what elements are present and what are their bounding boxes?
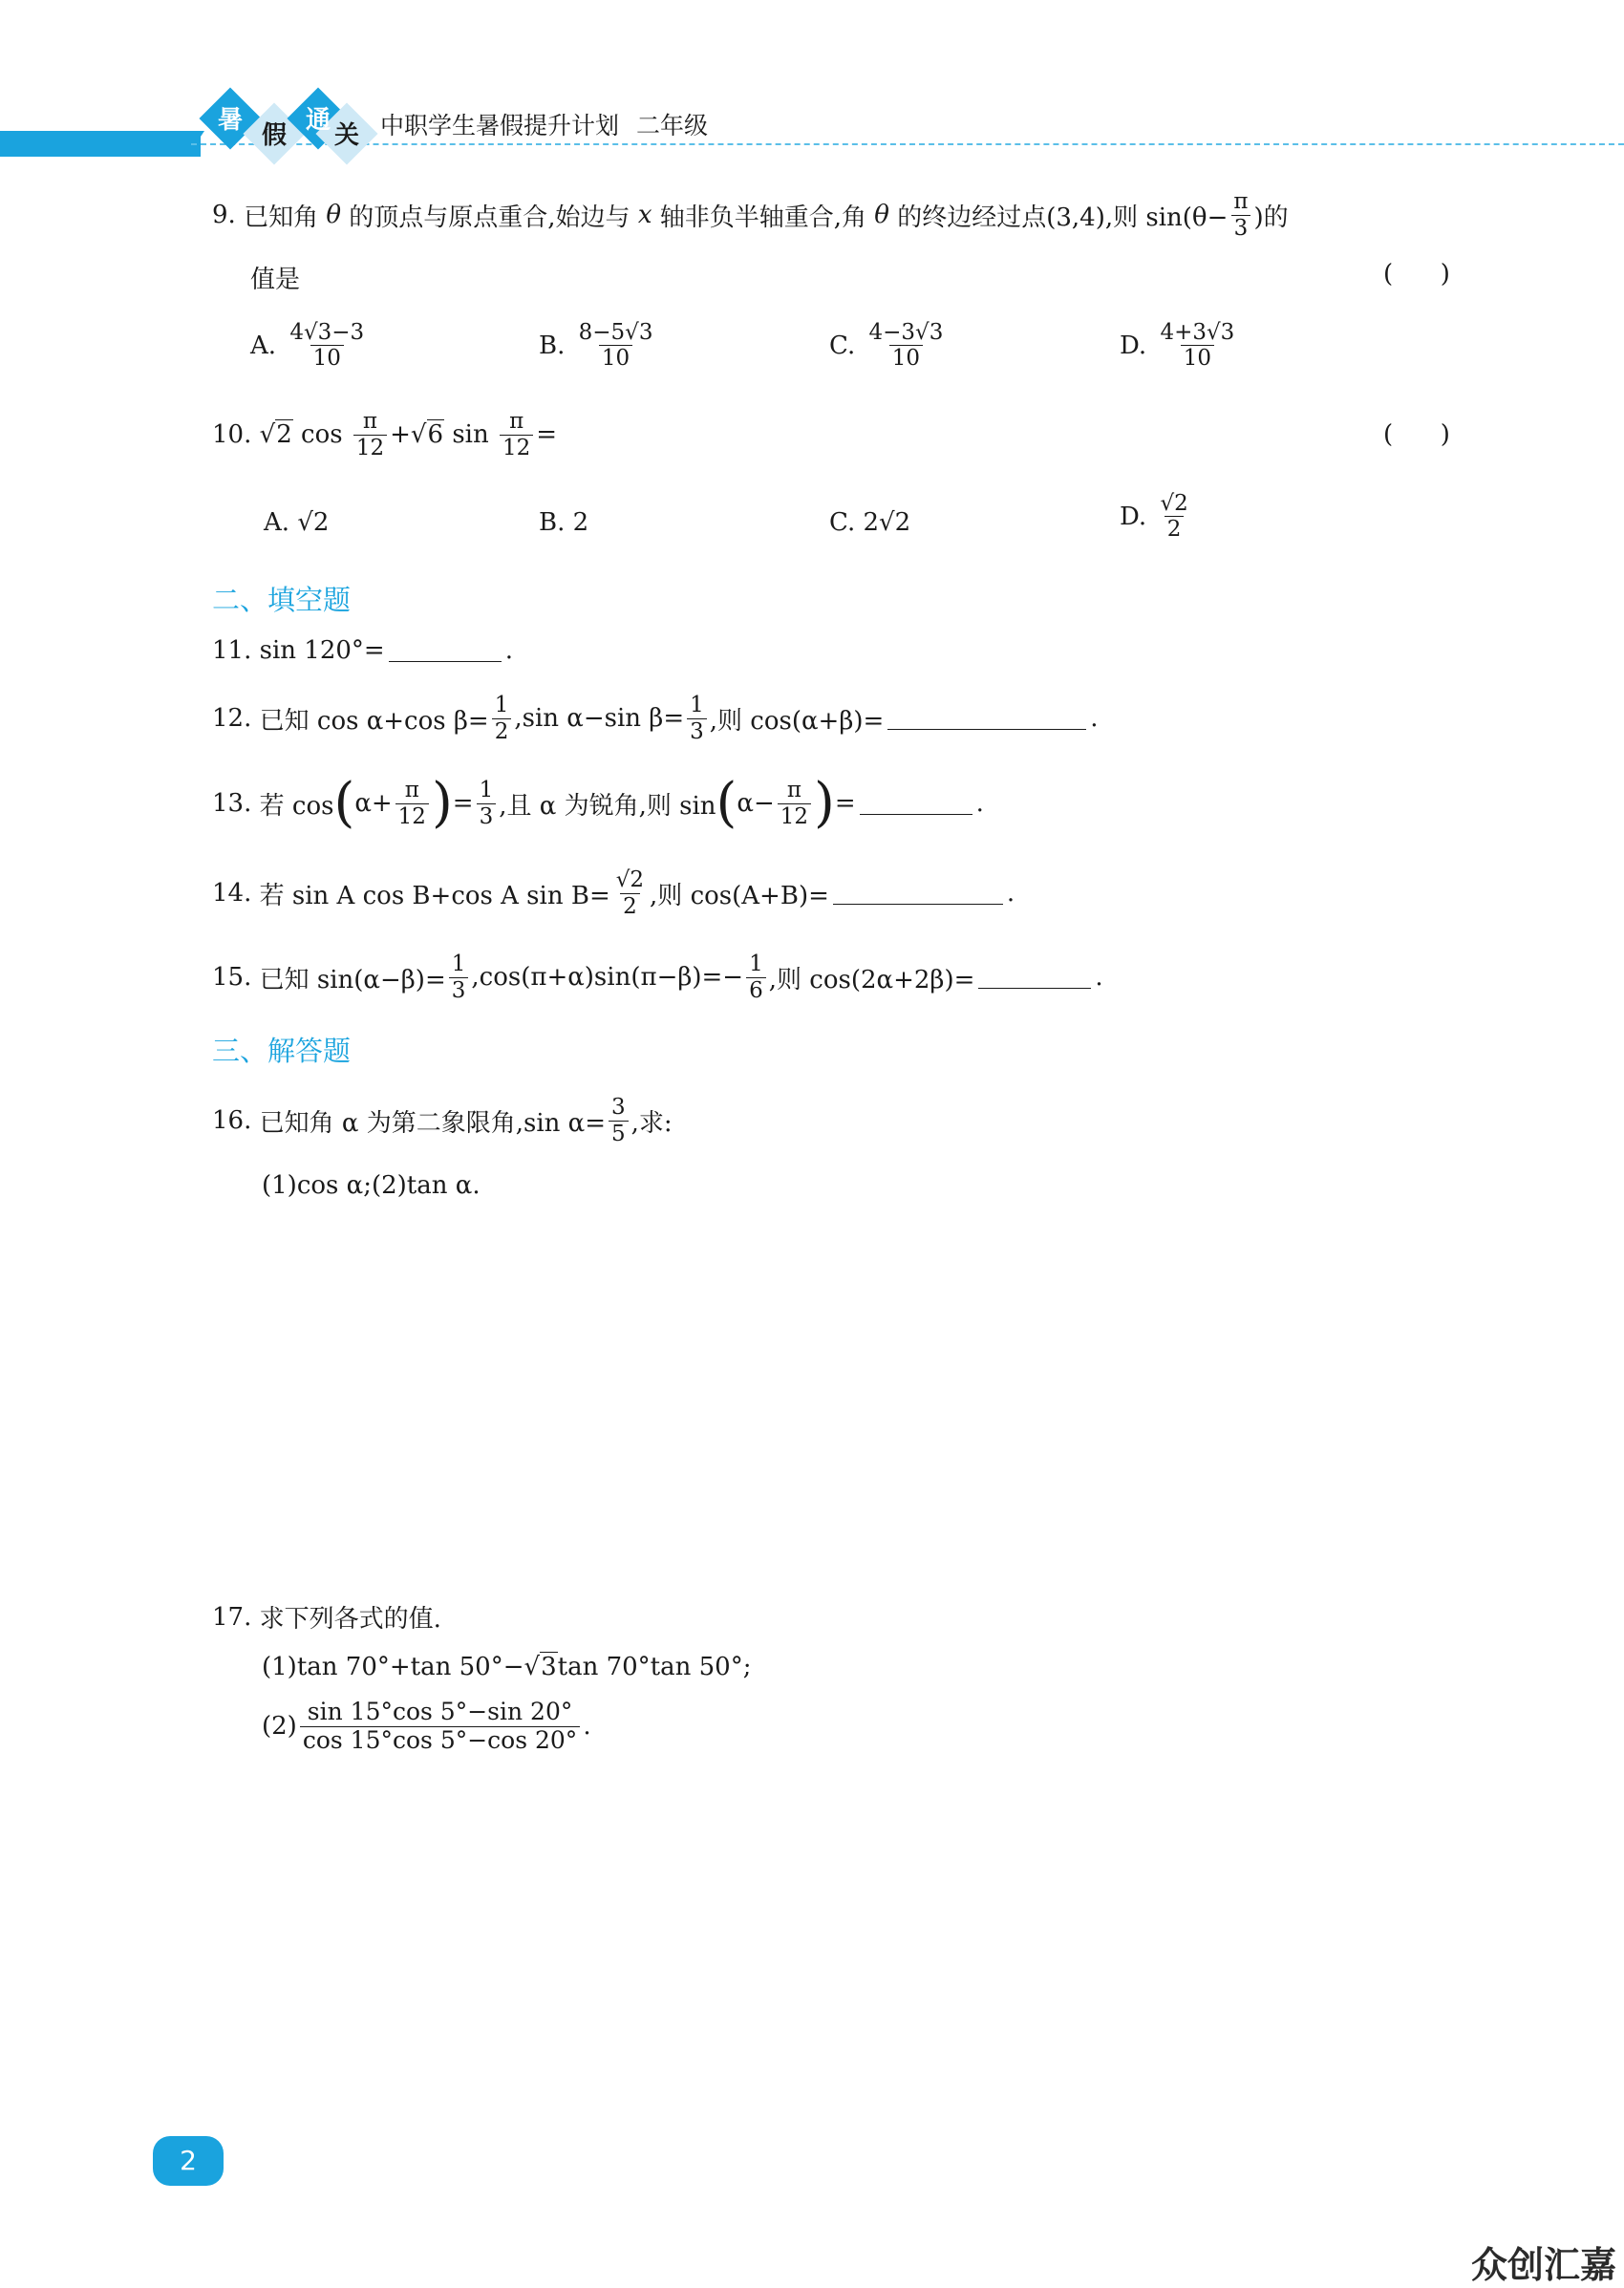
answer-blank[interactable] xyxy=(833,883,1003,905)
fraction xyxy=(395,778,429,829)
option-value: 2 xyxy=(572,508,589,537)
sqrt: √3 xyxy=(524,1653,557,1681)
fraction xyxy=(778,778,811,829)
watermark: 众创汇嘉 xyxy=(1471,2244,1617,2286)
fraction xyxy=(300,1699,580,1755)
fraction-den: 12 xyxy=(778,803,811,829)
fraction-num: 4−3√3 xyxy=(868,320,944,345)
header-accent-bar xyxy=(0,131,201,157)
question-12 xyxy=(212,692,1099,745)
option-d xyxy=(1120,320,1240,372)
math-expr: α+ xyxy=(354,789,393,818)
fraction-num: 1 xyxy=(494,693,509,718)
option-label: B. xyxy=(539,331,566,360)
math-op: = xyxy=(536,420,558,449)
question-10 xyxy=(212,411,557,459)
big-paren-close: ) xyxy=(431,772,453,834)
question-text: . xyxy=(583,1712,591,1741)
question-text: (1)cos α;(2)tan α. xyxy=(262,1171,481,1200)
fraction-den: 3 xyxy=(1231,215,1251,241)
question-text: . xyxy=(1090,704,1099,733)
fraction xyxy=(492,693,512,744)
question-text: . xyxy=(504,636,513,665)
question-text: 的终边经过点(3,4),则 sin(θ− xyxy=(897,203,1229,232)
answer-blank[interactable] xyxy=(389,640,502,662)
option-c xyxy=(829,508,910,537)
answer-blank[interactable] xyxy=(887,708,1086,730)
header-grade: 二年级 xyxy=(636,112,709,139)
header-title xyxy=(380,107,725,141)
question-9-line-2 xyxy=(250,260,300,295)
fraction-den: 12 xyxy=(500,435,533,460)
sqrt-radicand: 6 xyxy=(427,420,444,449)
sqrt-radicand: 3 xyxy=(541,1653,557,1681)
fraction-den: 12 xyxy=(353,435,387,460)
question-9-line-1 xyxy=(212,191,1289,239)
question-text: 若 cos xyxy=(259,791,334,821)
fraction xyxy=(1230,189,1250,241)
fraction-num: 1 xyxy=(749,952,763,977)
question-text: ,则 cos(2α+2β)= xyxy=(768,965,975,994)
question-text: 已知角 α 为第二象限角,sin α= xyxy=(259,1108,606,1138)
fraction-num: 1 xyxy=(479,778,494,803)
question-text: . xyxy=(1095,963,1103,992)
option-b xyxy=(539,508,588,537)
option-d xyxy=(1120,491,1194,543)
fraction-den: 10 xyxy=(599,345,632,371)
question-text: 的顶点与原点重合,始边与 xyxy=(349,203,630,232)
question-number: 14. xyxy=(212,879,252,908)
question-number: 11. xyxy=(212,636,252,665)
option-a xyxy=(264,508,329,537)
math-fn: sin xyxy=(452,420,489,449)
answer-parentheses: ( ) xyxy=(1383,420,1450,449)
fraction-num: 4+3√3 xyxy=(1160,320,1235,345)
question-15 xyxy=(212,948,1103,1007)
math-op: = xyxy=(452,789,474,818)
fraction xyxy=(287,320,367,372)
big-paren-open: ( xyxy=(333,772,355,834)
fraction-num: π xyxy=(1233,189,1249,215)
fraction-den: 10 xyxy=(1181,345,1214,371)
option-label: A. xyxy=(250,331,277,360)
option-value: √2 xyxy=(297,508,330,537)
badge-char-3: 通 xyxy=(305,106,331,135)
question-text: 求下列各式的值. xyxy=(259,1605,441,1634)
fraction-num: sin 15°cos 5°−sin 20° xyxy=(307,1697,573,1725)
question-text: . xyxy=(1006,879,1015,908)
question-number: 17. xyxy=(212,1602,252,1632)
fraction-num: π xyxy=(404,778,419,803)
question-number: 12. xyxy=(212,704,252,733)
question-text: ,则 cos(A+B)= xyxy=(650,881,829,910)
fraction-num: 4√3−3 xyxy=(289,320,365,345)
section-heading-fill-in: 二、填空题 xyxy=(212,584,352,616)
fraction-num: √2 xyxy=(615,867,645,893)
question-number: 15. xyxy=(212,963,252,992)
question-text: ,cos(π+α)sin(π−β)=− xyxy=(471,963,744,992)
fraction xyxy=(687,693,707,744)
question-17-part-2 xyxy=(262,1693,591,1760)
question-text: ,则 cos(α+β)= xyxy=(709,706,885,736)
header-dashed-rule xyxy=(191,143,1624,145)
math-op: = xyxy=(834,789,856,818)
sqrt: √2 xyxy=(259,420,292,449)
math-op: + xyxy=(390,420,411,449)
fraction-num: 3 xyxy=(611,1095,626,1121)
fraction-den: 10 xyxy=(310,345,344,371)
question-14 xyxy=(212,864,1015,923)
header-title-text: 中职学生暑假提升计划 xyxy=(380,112,620,139)
question-text: sin 120°= xyxy=(259,636,385,665)
fraction xyxy=(576,320,656,372)
question-text: 已知 sin(α−β)= xyxy=(259,965,446,994)
question-text: 值是 xyxy=(250,266,301,294)
option-label: C. xyxy=(829,508,856,537)
fraction xyxy=(1157,320,1237,372)
question-text: . xyxy=(975,789,984,818)
fraction xyxy=(609,1095,629,1146)
fraction xyxy=(477,778,497,829)
answer-parentheses: ( ) xyxy=(1383,260,1450,289)
fraction xyxy=(613,867,647,919)
fraction-num: √2 xyxy=(1160,491,1188,516)
fraction xyxy=(1157,491,1190,543)
option-c xyxy=(829,320,949,372)
fraction-den: 12 xyxy=(395,803,429,829)
badge-char-4: 关 xyxy=(333,121,359,150)
fraction-num: π xyxy=(786,778,801,803)
fraction-den: 3 xyxy=(687,718,707,744)
question-number: 10. xyxy=(212,420,252,449)
question-text: 已知 cos α+cos β= xyxy=(259,706,489,736)
question-text: )的 xyxy=(1253,203,1289,232)
math-var: θ xyxy=(874,201,889,229)
fraction-den: 3 xyxy=(449,977,469,1003)
question-number: 9. xyxy=(212,201,236,229)
question-number: 13. xyxy=(212,789,252,818)
answer-blank[interactable] xyxy=(860,793,972,815)
fraction-num: 1 xyxy=(451,952,466,977)
question-text: 若 sin A cos B+cos A sin B= xyxy=(259,881,610,910)
question-16-subparts xyxy=(262,1171,481,1200)
question-text: 已知角 xyxy=(244,203,319,232)
fraction xyxy=(353,409,387,460)
question-16 xyxy=(212,1091,673,1150)
sqrt: √6 xyxy=(410,420,444,449)
fraction xyxy=(746,952,766,1003)
question-13 xyxy=(212,770,984,837)
big-paren-close: ) xyxy=(814,772,835,834)
math-var: θ xyxy=(326,201,342,229)
badge-char-1: 暑 xyxy=(217,106,243,135)
answer-blank[interactable] xyxy=(978,967,1091,989)
question-text: (2) xyxy=(262,1712,297,1741)
math-expr: α− xyxy=(737,789,775,818)
sqrt-radicand: 2 xyxy=(276,420,292,449)
option-label: B. xyxy=(539,508,566,537)
option-label: A. xyxy=(264,508,290,537)
badge-char-2: 假 xyxy=(261,121,287,150)
question-17 xyxy=(212,1599,441,1635)
question-text: (1)tan 70°+tan 50°− xyxy=(262,1653,524,1681)
fraction xyxy=(449,952,469,1003)
page-number: 2 xyxy=(153,2136,224,2186)
question-11 xyxy=(212,636,513,665)
section-heading-solve: 三、解答题 xyxy=(212,1035,352,1067)
fraction-den: 6 xyxy=(746,977,766,1003)
big-paren-open: ( xyxy=(716,772,737,834)
fraction-den: cos 15°cos 5°−cos 20° xyxy=(300,1726,580,1755)
fraction-den: 2 xyxy=(1165,516,1185,542)
option-b xyxy=(539,320,658,372)
fraction-den: 3 xyxy=(477,803,497,829)
question-text: ,求: xyxy=(630,1108,673,1138)
fraction-den: 2 xyxy=(620,893,640,919)
question-text: tan 70°tan 50°; xyxy=(557,1653,752,1681)
fraction-den: 5 xyxy=(609,1121,629,1146)
option-label: D. xyxy=(1120,502,1147,531)
option-label: D. xyxy=(1120,331,1147,360)
math-var: x xyxy=(637,201,652,229)
question-text: ,sin α−sin β= xyxy=(514,704,685,733)
question-text: ,且 α 为锐角,则 sin xyxy=(499,791,716,821)
fraction xyxy=(866,320,947,372)
fraction-den: 10 xyxy=(889,345,923,371)
fraction-num: 8−5√3 xyxy=(578,320,653,345)
option-a xyxy=(250,320,370,372)
fraction-num: π xyxy=(509,409,524,435)
fraction-num: 1 xyxy=(690,693,704,718)
page-header xyxy=(0,0,1624,162)
fraction xyxy=(500,409,533,460)
math-fn: cos xyxy=(301,420,343,449)
option-value: 2√2 xyxy=(863,508,911,537)
fraction-num: π xyxy=(362,409,378,435)
option-label: C. xyxy=(829,331,856,360)
question-text: 轴非负半轴重合,角 xyxy=(659,203,867,232)
question-number: 16. xyxy=(212,1106,252,1135)
question-17-part-1 xyxy=(262,1653,751,1681)
fraction-den: 2 xyxy=(492,718,512,744)
